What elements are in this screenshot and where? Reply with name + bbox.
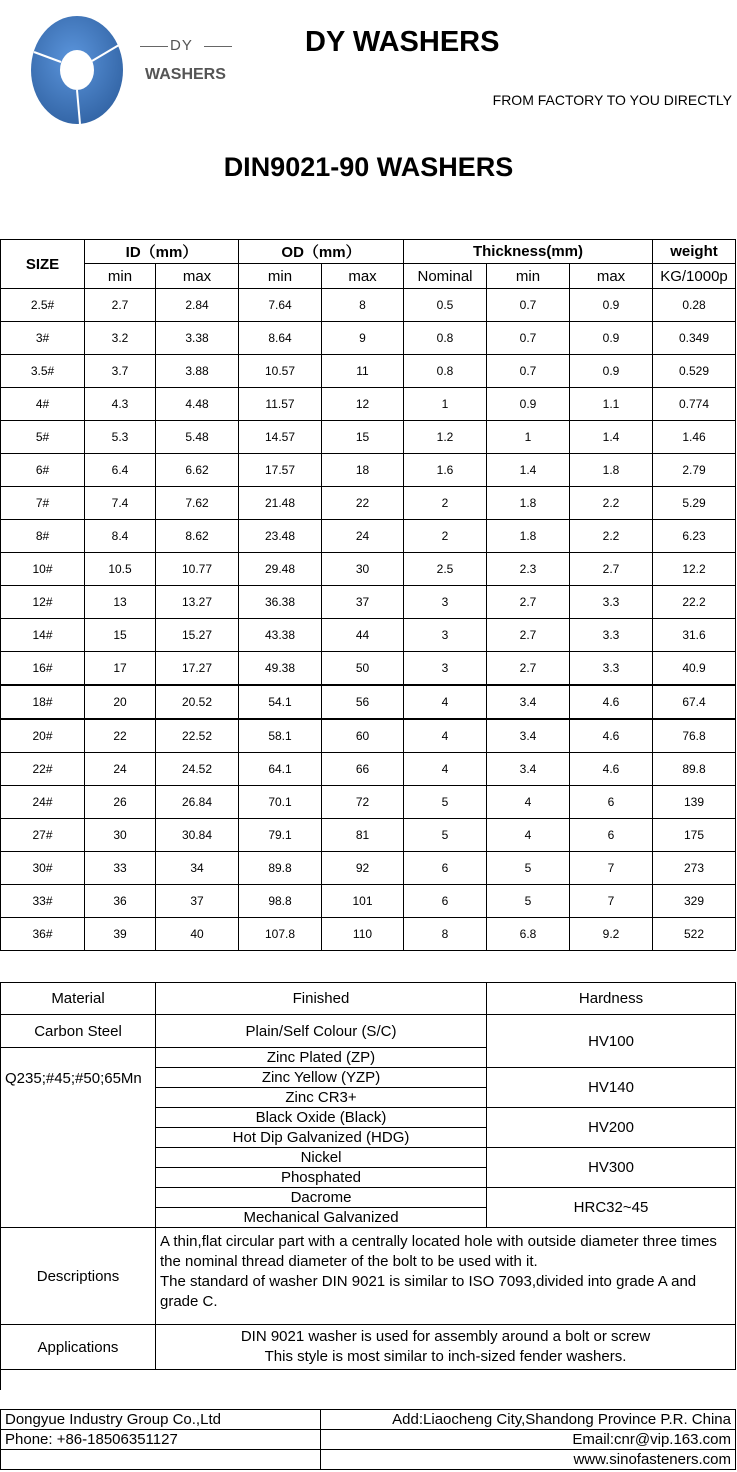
- hardness-value: HV200: [487, 1108, 736, 1148]
- cell-id-max: 13.27: [156, 586, 239, 619]
- cell-thickness-max: 0.9: [570, 289, 653, 322]
- cell-thickness-min: 0.7: [487, 289, 570, 322]
- table-row: [1, 753, 736, 786]
- descriptions-line: The standard of washer DIN 9021 is similar to ISO 7093,divided into grade A and grade C.: [160, 1273, 697, 1310]
- table-row: [1, 685, 736, 719]
- hardness-value: HV100: [487, 1015, 736, 1068]
- cell-thickness-min: 3.4: [487, 719, 570, 753]
- cell-od-min: 54.1: [239, 685, 322, 719]
- cell-thickness-min: 2.7: [487, 586, 570, 619]
- cell-weight: 0.529: [653, 355, 736, 388]
- cell-thickness-max: 3.3: [570, 652, 653, 686]
- cell-size: 14#: [1, 619, 85, 652]
- finish-item: Hot Dip Galvanized (HDG): [156, 1128, 487, 1148]
- cell-thickness-min: 4: [487, 786, 570, 819]
- cell-id-max: 7.62: [156, 487, 239, 520]
- cell-weight: 273: [653, 852, 736, 885]
- cell-id-min: 3.7: [85, 355, 156, 388]
- cell-weight: 67.4: [653, 685, 736, 719]
- subheader-weight-unit: KG/1000p: [653, 264, 736, 289]
- cell-thickness-min: 2.7: [487, 619, 570, 652]
- table-row: [1, 553, 736, 586]
- finish-item: Black Oxide (Black): [156, 1108, 487, 1128]
- cell-size: 20#: [1, 719, 85, 753]
- cell-id-max: 20.52: [156, 685, 239, 719]
- cell-thickness-min: 0.7: [487, 322, 570, 355]
- table-row: [1, 421, 736, 454]
- logo-divider-right: [204, 46, 232, 47]
- cell-id-max: 30.84: [156, 819, 239, 852]
- cell-id-min: 39: [85, 918, 156, 951]
- subheader-thickness-nominal: Nominal: [404, 264, 487, 289]
- cell-weight: 22.2: [653, 586, 736, 619]
- header-thickness: Thickness(mm): [404, 240, 653, 264]
- cell-thickness-max: 3.3: [570, 619, 653, 652]
- footer-email[interactable]: Email:cnr@vip.163.com: [321, 1430, 736, 1450]
- header-finished: Finished: [156, 983, 487, 1015]
- cell-thickness-max: 1.8: [570, 454, 653, 487]
- cell-id-min: 17: [85, 652, 156, 686]
- cell-id-min: 30: [85, 819, 156, 852]
- cell-id-min: 24: [85, 753, 156, 786]
- finish-item: Mechanical Galvanized: [156, 1208, 487, 1228]
- cell-od-min: 8.64: [239, 322, 322, 355]
- cell-od-min: 79.1: [239, 819, 322, 852]
- cell-id-min: 3.2: [85, 322, 156, 355]
- cell-od-max: 66: [322, 753, 404, 786]
- cell-id-min: 26: [85, 786, 156, 819]
- cell-od-max: 60: [322, 719, 404, 753]
- applications-line: DIN 9021 washer is used for assembly around a bolt or screw: [240, 1328, 651, 1345]
- cell-thickness-max: 1.1: [570, 388, 653, 421]
- cell-id-min: 15: [85, 619, 156, 652]
- cell-od-max: 12: [322, 388, 404, 421]
- cell-weight: 1.46: [653, 421, 736, 454]
- applications-label: Applications: [1, 1325, 156, 1370]
- cell-thickness-max: 7: [570, 852, 653, 885]
- cell-thickness-nominal: 4: [404, 753, 487, 786]
- cell-thickness-min: 1.4: [487, 454, 570, 487]
- cell-weight: 6.23: [653, 520, 736, 553]
- cell-id-max: 26.84: [156, 786, 239, 819]
- cell-thickness-max: 4.6: [570, 685, 653, 719]
- cell-thickness-nominal: 3: [404, 619, 487, 652]
- logo-text-top: DY: [170, 37, 193, 54]
- page-title: DIN9021-90 WASHERS: [223, 152, 514, 182]
- cell-thickness-nominal: 0.8: [404, 322, 487, 355]
- cell-od-max: 72: [322, 786, 404, 819]
- cell-thickness-nominal: 0.5: [404, 289, 487, 322]
- cell-id-min: 36: [85, 885, 156, 918]
- cell-od-max: 22: [322, 487, 404, 520]
- cell-thickness-min: 4: [487, 819, 570, 852]
- cell-id-min: 4.3: [85, 388, 156, 421]
- cell-thickness-min: 2.3: [487, 553, 570, 586]
- cell-od-min: 58.1: [239, 719, 322, 753]
- cell-id-min: 6.4: [85, 454, 156, 487]
- header-material: Material: [1, 983, 156, 1015]
- cell-thickness-min: 0.7: [487, 355, 570, 388]
- cell-size: 4#: [1, 388, 85, 421]
- table-row: [1, 786, 736, 819]
- cell-id-max: 8.62: [156, 520, 239, 553]
- footer-company: Dongyue Industry Group Co.,Ltd: [1, 1410, 321, 1430]
- cell-thickness-nominal: 3: [404, 586, 487, 619]
- cell-size: 3.5#: [1, 355, 85, 388]
- cell-od-min: 107.8: [239, 918, 322, 951]
- cell-od-min: 43.38: [239, 619, 322, 652]
- washer-logo-icon: [30, 14, 125, 126]
- cell-thickness-max: 6: [570, 819, 653, 852]
- cell-od-max: 15: [322, 421, 404, 454]
- cell-thickness-max: 2.2: [570, 520, 653, 553]
- subheader-od-max: max: [322, 264, 404, 289]
- cell-size: 18#: [1, 685, 85, 719]
- table-row: [1, 388, 736, 421]
- cell-weight: 31.6: [653, 619, 736, 652]
- table-row: [1, 852, 736, 885]
- cell-thickness-min: 5: [487, 852, 570, 885]
- cell-od-max: 30: [322, 553, 404, 586]
- cell-od-min: 49.38: [239, 652, 322, 686]
- size-table-body: [1, 289, 736, 951]
- cell-od-min: 21.48: [239, 487, 322, 520]
- finish-item: Dacrome: [156, 1188, 487, 1208]
- cell-size: 33#: [1, 885, 85, 918]
- logo-divider-left: [140, 46, 168, 47]
- cell-weight: 2.79: [653, 454, 736, 487]
- cell-id-max: 2.84: [156, 289, 239, 322]
- cell-od-min: 10.57: [239, 355, 322, 388]
- cell-size: 2.5#: [1, 289, 85, 322]
- cell-size: 36#: [1, 918, 85, 951]
- cell-weight: 5.29: [653, 487, 736, 520]
- hardness-value: HV140: [487, 1068, 736, 1108]
- cell-size: 24#: [1, 786, 85, 819]
- cell-od-max: 56: [322, 685, 404, 719]
- descriptions-line: A thin,flat circular part with a centrally located hole with outside diameter three times the nominal thread diameter of the bolt to be used with it.: [160, 1233, 717, 1270]
- subheader-thickness-min: min: [487, 264, 570, 289]
- cell-thickness-max: 2.7: [570, 553, 653, 586]
- finish-item: Zinc Plated (ZP): [156, 1048, 487, 1068]
- cell-id-max: 24.52: [156, 753, 239, 786]
- cell-thickness-nominal: 0.8: [404, 355, 487, 388]
- cell-id-max: 10.77: [156, 553, 239, 586]
- table-row: [1, 619, 736, 652]
- header-size: SIZE: [1, 240, 85, 289]
- subheader-od-min: min: [239, 264, 322, 289]
- applications-line: This style is most similar to inch-sized fender washers.: [264, 1348, 627, 1365]
- cell-id-min: 5.3: [85, 421, 156, 454]
- cell-size: 27#: [1, 819, 85, 852]
- cell-weight: 139: [653, 786, 736, 819]
- cell-thickness-max: 4.6: [570, 753, 653, 786]
- cell-od-min: 17.57: [239, 454, 322, 487]
- header-weight: weight: [653, 240, 736, 264]
- cell-thickness-nominal: 2: [404, 520, 487, 553]
- header-od: OD（mm）: [239, 240, 404, 264]
- company-title: DY WASHERS: [305, 26, 500, 58]
- finish-item: Plain/Self Colour (S/C): [156, 1015, 487, 1048]
- cell-id-max: 15.27: [156, 619, 239, 652]
- footer-phone: Phone: +86-18506351127: [1, 1430, 321, 1450]
- footer-address: Add:Liaocheng City,Shandong Province P.R. China: [321, 1410, 736, 1430]
- cell-weight: 12.2: [653, 553, 736, 586]
- cell-thickness-nominal: 5: [404, 786, 487, 819]
- cell-thickness-nominal: 8: [404, 918, 487, 951]
- table-row: [1, 586, 736, 619]
- cell-weight: 0.774: [653, 388, 736, 421]
- cell-weight: 0.349: [653, 322, 736, 355]
- cell-size: 6#: [1, 454, 85, 487]
- cell-thickness-min: 2.7: [487, 652, 570, 686]
- hardness-value: HRC32~45: [487, 1188, 736, 1228]
- cell-od-max: 44: [322, 619, 404, 652]
- cell-od-max: 101: [322, 885, 404, 918]
- cell-id-min: 20: [85, 685, 156, 719]
- cell-od-min: 23.48: [239, 520, 322, 553]
- cell-size: 22#: [1, 753, 85, 786]
- cell-thickness-nominal: 5: [404, 819, 487, 852]
- cell-weight: 329: [653, 885, 736, 918]
- table-row: [1, 652, 736, 686]
- material-grades: Q235;#45;#50;65Mn: [1, 1048, 156, 1228]
- cell-size: 8#: [1, 520, 85, 553]
- cell-thickness-min: 6.8: [487, 918, 570, 951]
- cell-thickness-min: 1: [487, 421, 570, 454]
- cell-thickness-min: 1.8: [487, 487, 570, 520]
- table-row: [1, 454, 736, 487]
- cell-od-max: 81: [322, 819, 404, 852]
- cell-size: 12#: [1, 586, 85, 619]
- cell-od-max: 24: [322, 520, 404, 553]
- cell-od-min: 98.8: [239, 885, 322, 918]
- material-table: [0, 982, 736, 1370]
- size-spec-table: [0, 239, 736, 951]
- table-edge-line: [0, 1368, 1, 1390]
- finish-item: Zinc Yellow (YZP): [156, 1068, 487, 1088]
- cell-weight: 40.9: [653, 652, 736, 686]
- cell-od-min: 64.1: [239, 753, 322, 786]
- cell-id-min: 8.4: [85, 520, 156, 553]
- cell-thickness-max: 3.3: [570, 586, 653, 619]
- cell-thickness-max: 4.6: [570, 719, 653, 753]
- subheader-id-min: min: [85, 264, 156, 289]
- cell-weight: 89.8: [653, 753, 736, 786]
- cell-size: 10#: [1, 553, 85, 586]
- cell-weight: 175: [653, 819, 736, 852]
- cell-thickness-max: 0.9: [570, 355, 653, 388]
- cell-weight: 522: [653, 918, 736, 951]
- footer-contact-table: [0, 1409, 736, 1470]
- cell-thickness-min: 3.4: [487, 753, 570, 786]
- cell-thickness-nominal: 2: [404, 487, 487, 520]
- finish-item: Phosphated: [156, 1168, 487, 1188]
- cell-od-min: 11.57: [239, 388, 322, 421]
- cell-thickness-max: 1.4: [570, 421, 653, 454]
- cell-od-min: 29.48: [239, 553, 322, 586]
- cell-id-max: 40: [156, 918, 239, 951]
- footer-website[interactable]: www.sinofasteners.com: [321, 1450, 736, 1470]
- cell-od-max: 37: [322, 586, 404, 619]
- cell-thickness-nominal: 6: [404, 852, 487, 885]
- cell-thickness-max: 6: [570, 786, 653, 819]
- cell-thickness-min: 0.9: [487, 388, 570, 421]
- cell-weight: 0.28: [653, 289, 736, 322]
- cell-size: 5#: [1, 421, 85, 454]
- table-row: [1, 355, 736, 388]
- applications-text: [156, 1325, 736, 1370]
- cell-od-max: 110: [322, 918, 404, 951]
- cell-id-min: 22: [85, 719, 156, 753]
- finish-item: Nickel: [156, 1148, 487, 1168]
- subheader-thickness-max: max: [570, 264, 653, 289]
- cell-od-min: 14.57: [239, 421, 322, 454]
- cell-thickness-nominal: 1.6: [404, 454, 487, 487]
- table-row: [1, 918, 736, 951]
- cell-size: 16#: [1, 652, 85, 686]
- cell-thickness-nominal: 3: [404, 652, 487, 686]
- cell-id-max: 4.48: [156, 388, 239, 421]
- table-row: [1, 719, 736, 753]
- cell-id-max: 3.38: [156, 322, 239, 355]
- cell-od-max: 50: [322, 652, 404, 686]
- cell-id-min: 10.5: [85, 553, 156, 586]
- header-hardness: Hardness: [487, 983, 736, 1015]
- hardness-value: HV300: [487, 1148, 736, 1188]
- cell-thickness-nominal: 6: [404, 885, 487, 918]
- cell-od-max: 8: [322, 289, 404, 322]
- cell-thickness-nominal: 1: [404, 388, 487, 421]
- cell-id-min: 33: [85, 852, 156, 885]
- header-id: ID（mm）: [85, 240, 239, 264]
- table-row: [1, 322, 736, 355]
- cell-thickness-max: 9.2: [570, 918, 653, 951]
- cell-id-min: 13: [85, 586, 156, 619]
- cell-id-max: 34: [156, 852, 239, 885]
- footer-blank-cell: [1, 1450, 321, 1470]
- cell-id-min: 2.7: [85, 289, 156, 322]
- cell-thickness-nominal: 4: [404, 719, 487, 753]
- company-slogan: FROM FACTORY TO YOU DIRECTLY: [492, 92, 732, 108]
- cell-id-max: 3.88: [156, 355, 239, 388]
- cell-thickness-max: 7: [570, 885, 653, 918]
- cell-od-min: 36.38: [239, 586, 322, 619]
- cell-thickness-max: 0.9: [570, 322, 653, 355]
- cell-size: 3#: [1, 322, 85, 355]
- cell-id-max: 17.27: [156, 652, 239, 686]
- material-carbon-steel: Carbon Steel: [1, 1015, 156, 1048]
- cell-od-max: 92: [322, 852, 404, 885]
- cell-size: 7#: [1, 487, 85, 520]
- cell-thickness-nominal: 4: [404, 685, 487, 719]
- cell-id-max: 37: [156, 885, 239, 918]
- descriptions-text: [156, 1228, 736, 1325]
- table-row: [1, 289, 736, 322]
- table-row: [1, 885, 736, 918]
- subheader-id-max: max: [156, 264, 239, 289]
- cell-od-max: 11: [322, 355, 404, 388]
- cell-thickness-min: 5: [487, 885, 570, 918]
- cell-size: 30#: [1, 852, 85, 885]
- cell-thickness-nominal: 2.5: [404, 553, 487, 586]
- cell-od-max: 18: [322, 454, 404, 487]
- cell-id-min: 7.4: [85, 487, 156, 520]
- cell-od-min: 89.8: [239, 852, 322, 885]
- cell-thickness-max: 2.2: [570, 487, 653, 520]
- cell-thickness-min: 3.4: [487, 685, 570, 719]
- cell-id-max: 22.52: [156, 719, 239, 753]
- table-row: [1, 520, 736, 553]
- cell-od-min: 7.64: [239, 289, 322, 322]
- table-row: [1, 487, 736, 520]
- descriptions-label: Descriptions: [1, 1228, 156, 1325]
- finish-item: Zinc CR3+: [156, 1088, 487, 1108]
- cell-od-min: 70.1: [239, 786, 322, 819]
- cell-id-max: 5.48: [156, 421, 239, 454]
- cell-thickness-nominal: 1.2: [404, 421, 487, 454]
- cell-od-max: 9: [322, 322, 404, 355]
- cell-weight: 76.8: [653, 719, 736, 753]
- cell-id-max: 6.62: [156, 454, 239, 487]
- logo-text-bottom: WASHERS: [145, 66, 226, 83]
- cell-thickness-min: 1.8: [487, 520, 570, 553]
- table-row: [1, 819, 736, 852]
